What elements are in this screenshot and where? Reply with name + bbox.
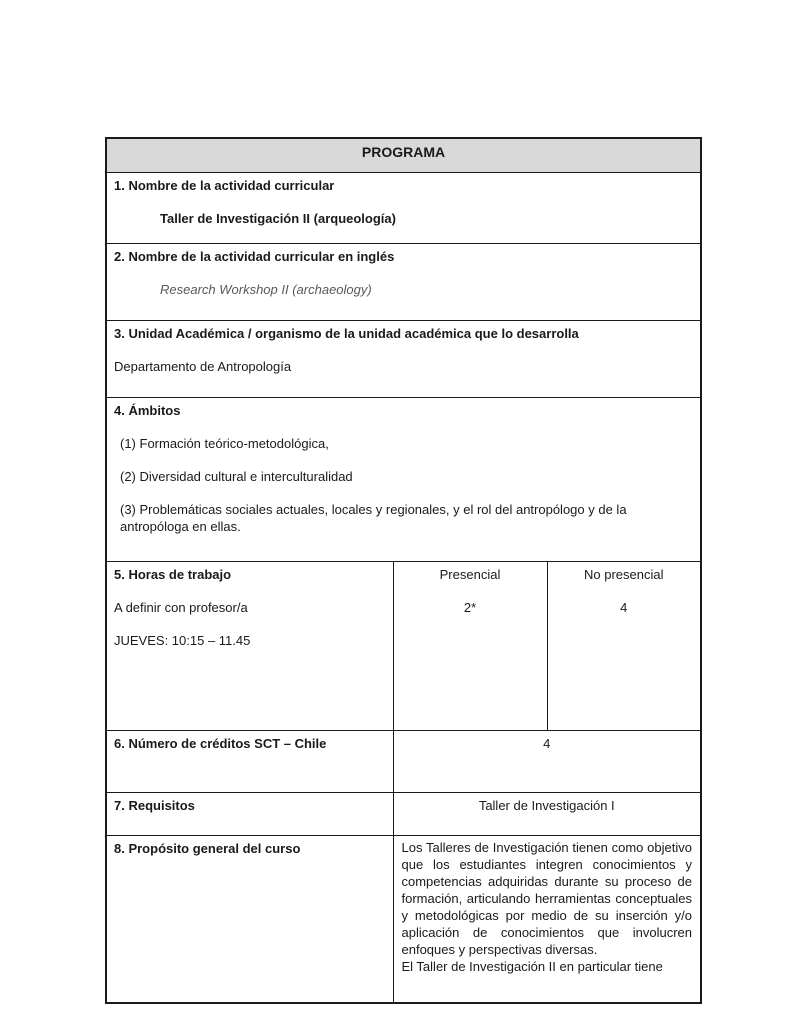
cell-requisitos-value	[393, 793, 701, 836]
course-name-value: Taller de Investigación II (arqueología)	[160, 211, 396, 226]
no-presencial-value: 4	[620, 600, 628, 615]
row2-label: 2. Nombre de la actividad curricular en inglés	[114, 249, 395, 264]
cell-nombre-actividad	[106, 173, 701, 244]
page-title: PROGRAMA	[106, 138, 701, 173]
presencial-value: 2*	[463, 600, 477, 615]
row7-label: 7. Requisitos	[114, 798, 195, 813]
creditos-value: 4	[543, 736, 551, 751]
cell-horas-trabajo-label	[106, 562, 393, 731]
no-presencial-header: No presencial	[584, 567, 664, 582]
program-table	[105, 137, 702, 1004]
cell-no-presencial	[547, 562, 701, 731]
requisitos-value: Taller de Investigación I	[478, 798, 615, 813]
proposito-paragraph-2: El Taller de Investigación II en particular tiene	[401, 959, 663, 974]
cell-ambitos	[106, 398, 701, 562]
row6-label: 6. Número de créditos SCT – Chile	[114, 736, 327, 751]
course-name-english-value: Research Workshop II (archaeology)	[160, 282, 372, 297]
row-nombre-ingles	[106, 244, 701, 321]
row-horas-trabajo	[106, 562, 701, 731]
ambito-item-3: (3) Problemáticas sociales actuales, locales y regionales, y el rol del antropólogo y de la antropóloga en ellas.	[120, 502, 627, 534]
schedule-note: A definir con profesor/a	[114, 600, 248, 615]
cell-requisitos-label	[106, 793, 393, 836]
cell-unidad-academica	[106, 321, 701, 398]
cell-proposito-label	[106, 836, 393, 1004]
row4-label: 4. Ámbitos	[114, 403, 181, 418]
cell-presencial	[393, 562, 547, 731]
row8-label: 8. Propósito general del curso	[114, 841, 301, 856]
cell-proposito-text	[393, 836, 701, 1004]
cell-creditos-value	[393, 731, 701, 793]
row1-label: 1. Nombre de la actividad curricular	[114, 178, 335, 193]
proposito-paragraph-1: Los Talleres de Investigación tienen como objetivo que los estudiantes integren conocimientos y competencias adquiridas durante su proceso de formación, articulando herramientas conceptuales y metodológicas por medio de su inserción y/o aplicación de conocimientos que involucren enfoques y perspectivas diversas.	[401, 840, 692, 957]
row-proposito	[106, 836, 701, 1004]
row-nombre-actividad	[106, 173, 701, 244]
ambito-item-2: (2) Diversidad cultural e interculturalidad	[120, 469, 353, 484]
row5-label: 5. Horas de trabajo	[114, 567, 232, 582]
row-requisitos	[106, 793, 701, 836]
department-value: Departamento de Antropología	[114, 359, 292, 374]
cell-nombre-ingles	[106, 244, 701, 321]
presencial-header: Presencial	[439, 567, 501, 582]
row-ambitos	[106, 398, 701, 562]
row3-label: 3. Unidad Académica / organismo de la unidad académica que lo desarrolla	[114, 326, 579, 341]
cell-creditos-label	[106, 731, 393, 793]
ambito-item-1: (1) Formación teórico-metodológica,	[120, 436, 329, 451]
table-header-row	[106, 138, 701, 173]
row-creditos	[106, 731, 701, 793]
row-unidad-academica	[106, 321, 701, 398]
schedule-time: JUEVES: 10:15 – 11.45	[114, 633, 251, 648]
